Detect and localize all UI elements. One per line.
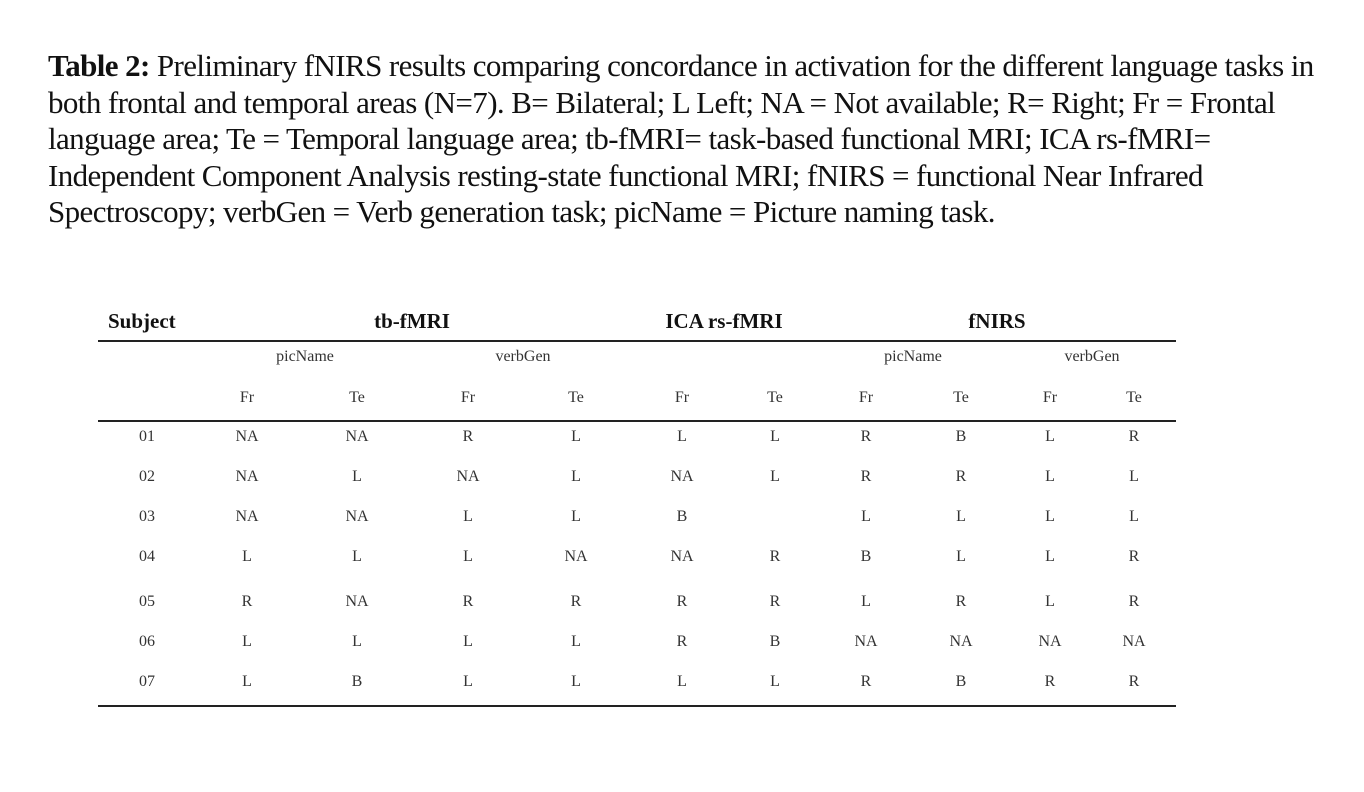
table-cell: R bbox=[769, 548, 781, 565]
bottom-rule bbox=[98, 705, 1176, 707]
table-cell: R bbox=[676, 633, 688, 650]
table-cell: L bbox=[1045, 428, 1055, 445]
table-cell: R bbox=[860, 468, 872, 485]
table-cell: L bbox=[1045, 548, 1055, 565]
table-cell: L bbox=[677, 428, 687, 445]
table-cell: NA bbox=[1122, 633, 1146, 650]
table-cell: L bbox=[463, 673, 473, 690]
table-cell: L bbox=[677, 673, 687, 690]
table-cell: L bbox=[861, 593, 871, 610]
table-cell: NA bbox=[670, 468, 694, 485]
subject-id: 03 bbox=[139, 508, 155, 525]
table-cell: L bbox=[1129, 468, 1139, 485]
area-header: Fr bbox=[460, 389, 476, 406]
table-cell: L bbox=[571, 633, 581, 650]
table-cell: L bbox=[463, 633, 473, 650]
table-cell: R bbox=[860, 428, 872, 445]
table-cell: L bbox=[242, 633, 252, 650]
task-header: verbGen bbox=[1064, 348, 1120, 365]
table-cell: R bbox=[676, 593, 688, 610]
top-rule bbox=[98, 340, 1176, 342]
table-cell: R bbox=[1128, 593, 1140, 610]
table-cell: B bbox=[955, 673, 967, 690]
table-cell: L bbox=[571, 508, 581, 525]
table-cell: NA bbox=[949, 633, 973, 650]
table-cell: L bbox=[861, 508, 871, 525]
task-header: verbGen bbox=[495, 348, 551, 365]
group-header: ICA rs-fMRI bbox=[665, 309, 783, 333]
area-header: Fr bbox=[858, 389, 874, 406]
table-cell: B bbox=[955, 428, 967, 445]
table-cell: NA bbox=[345, 428, 369, 445]
table-cell: B bbox=[676, 508, 688, 525]
group-header: fNIRS bbox=[968, 309, 1026, 333]
subject-id: 05 bbox=[139, 593, 155, 610]
task-header: picName bbox=[884, 348, 942, 365]
table-cell: R bbox=[241, 593, 253, 610]
table-cell: L bbox=[956, 508, 966, 525]
table-cell: L bbox=[463, 548, 473, 565]
table-cell: L bbox=[352, 548, 362, 565]
table-cell: L bbox=[242, 673, 252, 690]
table-cell: L bbox=[770, 468, 780, 485]
table-cell: R bbox=[955, 468, 967, 485]
subject-id: 02 bbox=[139, 468, 155, 485]
table-cell: NA bbox=[1038, 633, 1062, 650]
area-header: Fr bbox=[239, 389, 255, 406]
area-header: Fr bbox=[674, 389, 690, 406]
table-cell: NA bbox=[345, 508, 369, 525]
table-cell: L bbox=[463, 508, 473, 525]
area-header: Te bbox=[767, 389, 783, 406]
table-cell: NA bbox=[235, 428, 259, 445]
area-header: Te bbox=[349, 389, 365, 406]
subject-id: 07 bbox=[139, 673, 155, 690]
table-cell: R bbox=[1128, 673, 1140, 690]
table-cell: B bbox=[351, 673, 363, 690]
table-cell: R bbox=[570, 593, 582, 610]
caption-text: Preliminary fNIRS results comparing concordance in activation for the different language tasks in both frontal and temporal areas (N=7). B= Bilateral; L Left; NA = Not available; R= Right; Fr = Frontal language area; Te = Temporal language area; tb-fMRI= task-based functional MRI; ICA rs-fMRI= Independent Component Analysis resting-state functional MRI; fNIRS = functional Near Infrared Spectroscopy; verbGen = Verb generation task; picName = Picture naming task. bbox=[48, 48, 1314, 229]
group-header: tb-fMRI bbox=[374, 309, 450, 333]
table-cell: L bbox=[242, 548, 252, 565]
table-cell: L bbox=[1045, 468, 1055, 485]
table-cell: NA bbox=[854, 633, 878, 650]
subject-id: 06 bbox=[139, 633, 155, 650]
subject-header: Subject bbox=[108, 309, 176, 333]
area-header: Te bbox=[1126, 389, 1142, 406]
table-cell: L bbox=[571, 468, 581, 485]
area-header: Te bbox=[568, 389, 584, 406]
task-header: picName bbox=[276, 348, 334, 365]
table-cell: L bbox=[571, 428, 581, 445]
subject-id: 04 bbox=[139, 548, 155, 565]
table-cell: L bbox=[956, 548, 966, 565]
table-cell: R bbox=[1128, 548, 1140, 565]
table-cell: R bbox=[1128, 428, 1140, 445]
table-cell: NA bbox=[564, 548, 588, 565]
table-cell: L bbox=[1129, 508, 1139, 525]
table-cell: L bbox=[352, 468, 362, 485]
table-cell: L bbox=[571, 673, 581, 690]
table-cell: NA bbox=[235, 508, 259, 525]
area-header: Te bbox=[953, 389, 969, 406]
table-cell: B bbox=[860, 548, 872, 565]
table-cell: R bbox=[462, 593, 474, 610]
table-cell: R bbox=[860, 673, 872, 690]
table-cell: L bbox=[770, 428, 780, 445]
table-cell: R bbox=[462, 428, 474, 445]
table-cell: R bbox=[769, 593, 781, 610]
table-cell: NA bbox=[456, 468, 480, 485]
table-cell: L bbox=[352, 633, 362, 650]
table-cell: B bbox=[769, 633, 781, 650]
table-cell: NA bbox=[345, 593, 369, 610]
table-caption bbox=[48, 48, 1318, 231]
table-cell: NA bbox=[670, 548, 694, 565]
table-cell: L bbox=[1045, 593, 1055, 610]
table-cell: NA bbox=[235, 468, 259, 485]
subject-id: 01 bbox=[139, 428, 155, 445]
header-rule bbox=[98, 420, 1176, 422]
table-cell: R bbox=[955, 593, 967, 610]
caption-label: Table 2: bbox=[48, 48, 150, 83]
table-cell: R bbox=[1044, 673, 1056, 690]
table-cell: L bbox=[1045, 508, 1055, 525]
table-cell: L bbox=[770, 673, 780, 690]
area-header: Fr bbox=[1042, 389, 1058, 406]
